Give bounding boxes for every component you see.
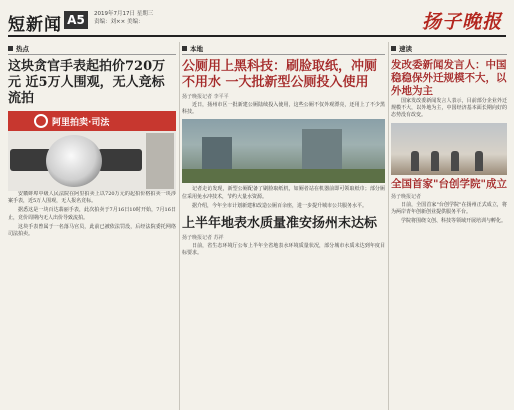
photo-building [202,137,232,169]
left-paragraph: 据悉这是一块百达翡丽手表，此次拍卖于7月16日10时开始，7月16日止，竞价周期内无人出价导致流拍。 [8,207,176,221]
mid-headline-water: 上半年地表水质量准安扬州末达标 [182,216,378,232]
watch-box [146,133,174,189]
mid-section-tag: 本地 [182,42,385,55]
section-name: 短新闻 [8,15,62,35]
edition-meta [94,10,153,26]
photo-building [302,129,342,169]
mid-headline-toilet: 公厕用上黑科技：刷脸取纸，冲厕不用水 一大批新型公厕投入使用 [182,59,378,90]
left-paragraph: 安徽蚌埠中级人民法院在阿里拍卖上以720万元的起拍价格拍卖一块涉案手表，近5万人围观，无人报名竞标。 [8,191,176,205]
park-photo [182,119,385,183]
left-section-tag: 热点 [8,42,176,55]
right-paragraph: 学院将围绕文创、科技等领域开展培训与孵化。 [401,218,507,225]
right-headline-taichuang: 全国首家"台创学院"成立 [391,177,507,190]
right-headline-ndrc: 发改委新闻发言人：中国稳稳保外迁规模不大，以外地为主 [391,59,507,97]
left-headline: 这块贪官手表起拍价720万元 近5万人围观，无人竞标流拍 [8,59,166,106]
photo-person [475,151,483,171]
watch-strap-right [98,149,142,171]
masthead [8,6,506,36]
header-rule [8,35,506,37]
square-icon [182,46,187,51]
mid-paragraph: 日前，省生态环境厅公布上半年全省地表水环境质量状况，部分城市水质未达到年度目标要求。 [182,243,385,257]
square-icon [8,46,13,51]
watch-photo [8,131,176,191]
auction-logo-icon [34,114,48,128]
right-paragraph: 国家发改委新闻发言人表示，目前部分企业外迁规模不大，以外地为主，中国经济基本面长期向好的态势没有改变。 [391,98,507,119]
page-number: A5 [64,11,88,29]
right-column [391,42,507,410]
left-column [8,42,176,410]
column-divider [179,42,180,410]
photo-person [451,151,459,171]
right-section-tag: 速读 [391,42,507,55]
photo-person [431,151,439,171]
mid-byline: 扬子晚报记者 苏祥 [182,235,224,242]
mid-byline: 扬子晚报记者 李平平 [182,94,229,100]
square-icon [391,46,396,51]
column-divider [388,42,389,410]
mid-paragraph: 记者走访发现，新型公厕配备了刷脸取纸机，如厕者站在机器前即可领取纸巾；部分厕位采用免水冲技术，节约大量水资源。 [182,186,385,200]
mid-paragraph: 近日，扬州市区一批新建公厕陆续投入使用，这些公厕不仅外观漂亮，还用上了不少黑科技。 [182,102,385,116]
newspaper-logo: 扬子晚报 [421,11,502,33]
mid-paragraph: 据介绍，今年全市计划新建和改造公厕百余座，进一步提升城市公共服务水平。 [192,202,368,209]
edition-date: 2019年7月17日 星期三 [94,11,154,17]
edition-editor: 责编：刘×× 美编： [94,19,144,25]
middle-column [182,42,385,410]
right-byline: 扬子晚报记者 [391,193,422,200]
right-paragraph: 日前，全国首家"台创学院"在扬州正式成立，将为两岸青年创新创业提供服务平台。 [391,201,507,215]
left-paragraph: 这块手表曾属于一名落马官员，此前已被依法罚没，后经法院委托网络司法拍卖。 [8,223,176,238]
photo-shore [182,169,385,183]
photo-person [411,151,419,171]
watch-icon [46,135,102,187]
event-photo [391,123,507,175]
auction-banner-text: 阿里拍卖·司法 [52,117,110,128]
auction-banner [8,111,176,131]
